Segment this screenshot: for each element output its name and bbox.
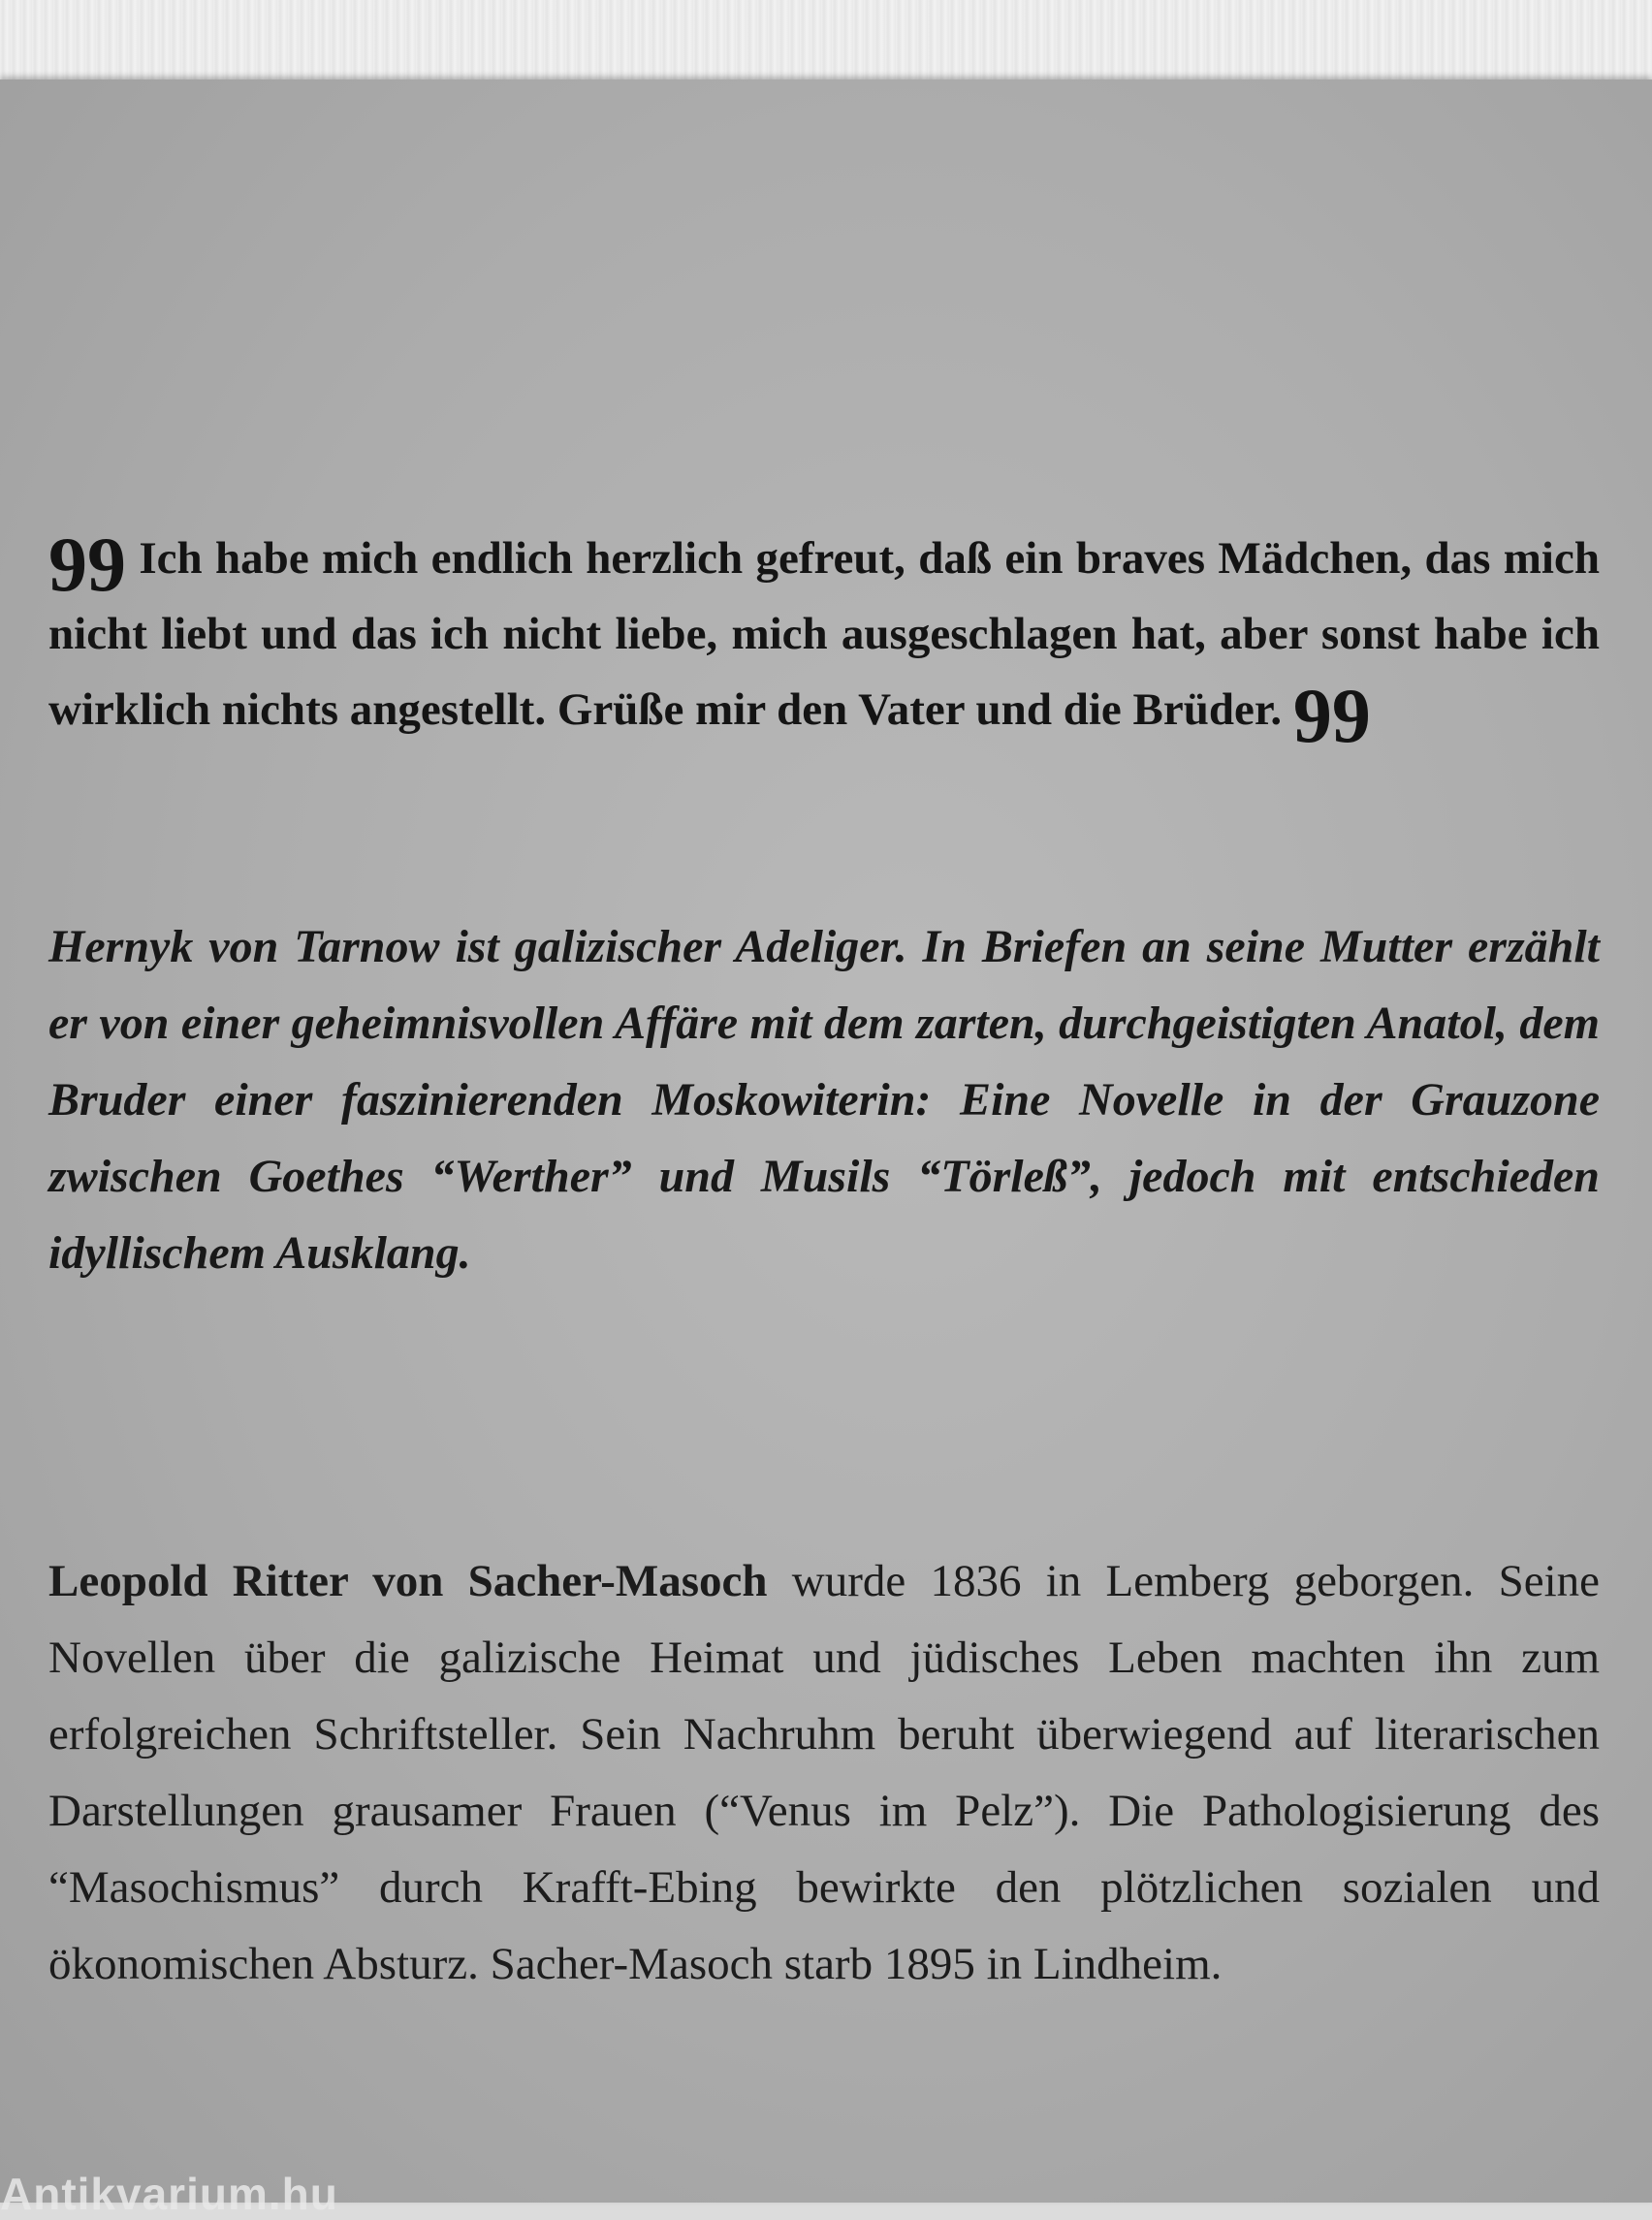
author-bio-text: wurde 1836 in Lemberg geborgen. Seine Novellen über die galizische Heimat und jüdisches Leben machten ihn zum erfolgreichen Schriftsteller. Sein Nachruhm beruht überwiegend auf literarischen Darstellungen grausamer Frauen (“Venus im Pelz”). Die Pathologisierung des “Masochismus” durch Krafft-Ebing bewirkte den plötzlichen sozialen und ökonomischen Absturz. Sacher-Masoch starb 1895 in Lindheim. <box>48 1556 1601 1989</box>
author-name: Leopold Ritter von Sacher-Masoch <box>48 1556 768 1606</box>
book-back-cover <box>0 79 1652 2203</box>
blurb-text: Hernyk von Tarnow ist galizischer Adeliger. In Briefen an seine Mutter erzählt er von einer geheimnisvollen Affäre mit dem zarten, durchgeistigten Anatol, dem Bruder einer faszinierenden Moskowiterin: Eine Novelle in der Grauzone zwischen Goethes “Werther” und Musils “Törleß”, jedoch mit entschieden idyllischem Ausklang. <box>48 921 1600 1279</box>
closing-quote-mark: 99 <box>1292 674 1371 759</box>
background-surface <box>0 0 1652 87</box>
quote-paragraph <box>48 521 1600 759</box>
opening-quote-mark: 99 <box>48 523 126 608</box>
quote-text: Ich habe mich endlich herzlich gefreut, daß ein braves Mädchen, das mich nicht liebt und das ich nicht liebe, mich ausgeschlagen hat, aber sonst habe ich wirklich nichts angestellt. Grüße mir den Vater und die Brüder. <box>48 533 1600 735</box>
author-bio-paragraph <box>48 1543 1600 2003</box>
blurb-paragraph <box>48 908 1600 1291</box>
watermark: Antikvarium.hu <box>0 2169 338 2219</box>
